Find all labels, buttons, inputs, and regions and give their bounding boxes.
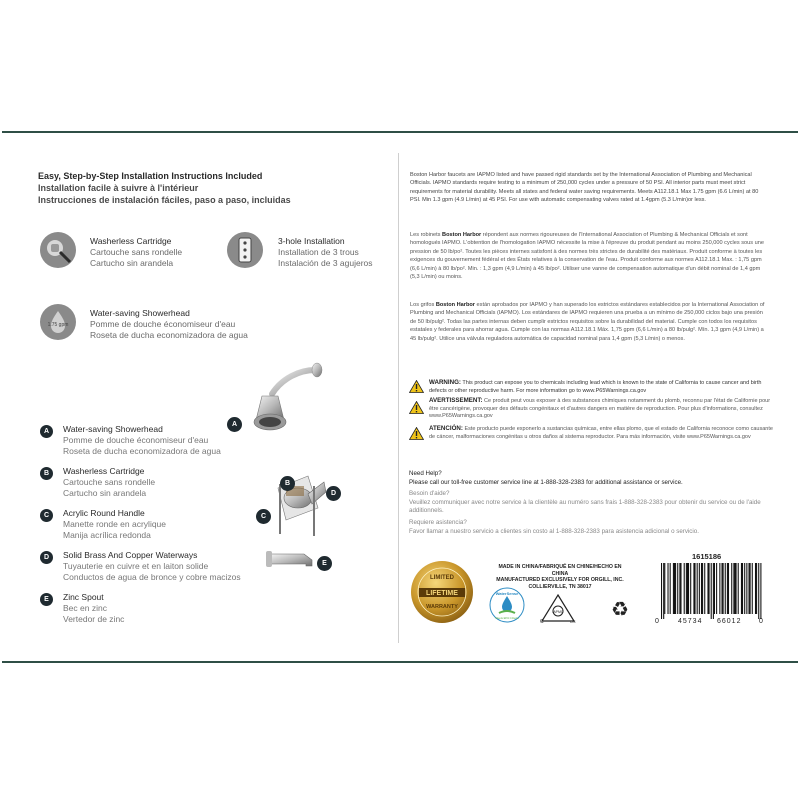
- svg-text:US: US: [570, 619, 576, 623]
- column-divider: [398, 153, 399, 643]
- part-d-en: Solid Brass And Copper Waterways: [63, 550, 198, 560]
- help-es: Requiere asistencia? Favor llamar a nuestro servicio a clientes sin costo al 1-888-328-2383 para asistencia adicional o servicio.: [409, 519, 699, 535]
- part-e-fr: Bec en zinc: [63, 603, 107, 613]
- origin-info: MADE IN CHINA/FABRIQUÉ EN CHINE/HECHO EN CHINA MANUFACTURED EXCLUSIVELY FOR ORGILL, INC. COLLIERVILLE, TN 38017: [496, 564, 624, 590]
- feature-showerhead-es: Roseta de ducha economizadora de agua: [90, 330, 248, 340]
- part-d-fr: Tuyauterie en cuivre et en laiton solide: [63, 561, 209, 571]
- part-badge-c: C: [40, 509, 53, 522]
- warning-icon: [409, 401, 424, 414]
- water-drop-icon: [40, 304, 76, 340]
- header-en: Easy, Step-by-Step Installation Instructions Included: [38, 171, 263, 181]
- part-e-es: Vertedor de zinc: [63, 614, 125, 624]
- part-b-es: Cartucho sin arandela: [63, 488, 147, 498]
- svg-text:0: 0: [759, 618, 763, 625]
- tub-spout: [266, 551, 312, 567]
- part-badge-a: A: [40, 425, 53, 438]
- svg-text:IAPMO: IAPMO: [552, 610, 564, 614]
- svg-text:66012: 66012: [717, 618, 742, 625]
- flow-rate-label: 1.75 gpm: [47, 322, 69, 328]
- header-fr: Installation facile à suivre à l'intérieur: [38, 183, 199, 193]
- iapmo-paragraph-fr: Les robinets Boston Harbor répondent aux normes rigoureuses de l'International Association of Plumbing & Mechanical Officials et sont homologués IAPMO. L'obtention de l'homologation IAPMO nécessite la mise à l'épreuve du produit pendant au moins 250,000 cycles sous une pression de 50 lb/po². Toutes les pièces internes satisfont à des normes très strictes de durabilité des matériaux. Produit conforme à toutes les exigences du gouvernement fédéral et des États relatives à la conservation de l'eau. Produit conforme aux normes A112.18.1 Max. : 1,75 gpm (6,6 L/min) à 80 lb/po². Min. : 1,3 gpm (4,9 L/min) à 45 lb/po². Utiliser une vanne de compensation automatique d'un débit nominal de 1,4 gpm (5,3 L/min) ou moins.: [410, 232, 764, 281]
- part-d-es: Conductos de agua de bronce y cobre macizos: [63, 572, 241, 582]
- diagram-label-e: E: [317, 556, 332, 571]
- part-badge-e: E: [40, 593, 53, 606]
- part-c-en: Acrylic Round Handle: [63, 508, 145, 518]
- feature-3hole-es: Instalación de 3 agujeros: [278, 258, 373, 268]
- warning-en: WARNING: This product can expose you to chemicals including lead which is known to the state of California to cause cancer and birth defects or other reproductive harm. For more information go to www.P65Warnings.ca.gov: [429, 379, 762, 394]
- shower-arm: [272, 370, 315, 394]
- feature-3hole-en: 3-hole Installation: [278, 236, 345, 246]
- diagram-label-c: C: [256, 509, 271, 524]
- part-b-en: Washerless Cartridge: [63, 466, 145, 476]
- shower-flange: [312, 363, 322, 377]
- cartridge-icon: [40, 232, 76, 268]
- warning-icon: [409, 427, 424, 440]
- feature-3hole-fr: Installation de 3 trous: [278, 247, 359, 257]
- package-panel: [2, 131, 798, 663]
- part-a-fr: Pomme de douche économiseur d'eau: [63, 435, 209, 445]
- part-e-en: Zinc Spout: [63, 592, 104, 602]
- svg-text:45734: 45734: [678, 618, 703, 625]
- feature-cartridge-fr: Cartouche sans rondelle: [90, 247, 183, 257]
- iapmo-paragraph-en: Boston Harbor faucets are IAPMO listed and have passed rigid standards set by the International Association of Plumbing and Mechanical Officials. IAPMO standards require testing to a minimum of 250,000 cycles under a pressure of 50 PSI. All interior parts must meet strict requirements for material durability. Meets all states and federal water saving requirements. Meets A112.18.1 Max 1.75 gpm (6.6 L/min) at 80 PSI. Min 1.3 gpm (4.9 L/min) at 45 PSI. For use with automatic compensating valves rated at 1.4gpm (5.3 L/min)or less.: [410, 172, 759, 204]
- feature-cartridge-en: Washerless Cartridge: [90, 236, 172, 246]
- three-hole-icon: [227, 232, 263, 268]
- part-badge-d: D: [40, 551, 53, 564]
- seal-top-text: LIMITED: [430, 575, 454, 581]
- svg-text:C: C: [540, 619, 544, 623]
- seal-bottom-text: WARRANTY: [426, 604, 458, 610]
- iapmo-paragraph-es: Los grifos Boston Harbor están aprobados por IAPMO y han superado los estrictos estándares establecidos por la International Association of Plumbing and Mechanical Officials (IAPMO). Los estándares de IAPMO requieren una prueba a un mínimo de 250,000 ciclos bajo una presión de 50 lb/pulg². Todas las partes internas deben cumplir estrictos requisitos sobre la durabilidad del material. Cumple con todos los requisitos estatales y federales para ahorrar agua. Cumple con las normas A112.18.1 Máx. 1,75 gpm (6,6 L/min) a 80 lb/pulg². Mín. 1,3 gpm (4,9 L/min) a 45 lb/pulg². Utilice una válvula reguladora automática de capacidad nominal para 1,4 gpm (5,3 L/min) o menos.: [410, 302, 765, 342]
- part-c-es: Manija acrílica redonda: [63, 530, 151, 540]
- diagram-label-d: D: [326, 486, 341, 501]
- warning-icon: [409, 380, 424, 393]
- part-badge-b: B: [40, 467, 53, 480]
- sku-number: 1615186: [692, 552, 722, 561]
- showerhead: [254, 396, 286, 430]
- faucet-diagram: [220, 358, 350, 588]
- feature-showerhead-en: Water-saving Showerhead: [90, 308, 190, 318]
- diagram-label-b: B: [280, 476, 295, 491]
- feature-cartridge-es: Cartucho sin arandela: [90, 258, 174, 268]
- warning-fr: AVERTISSEMENT: Ce produit peut vous exposer à des substances chimiques notamment du plomb, reconnu par l'état de Californie pour être cancérigène, provoquer des défauts congénitaux et d'autres dangers en matière de reproduction. Pour plus d'informations, consultez www.P65Warnings.ca.gov: [429, 397, 771, 420]
- warning-es: ATENCIÓN: Este producto puede exponerlo a sustancias químicas, entre ellas plomo, que el estado de California reconoce como causante de cáncer, malformaciones congénitas u otros daños al sistema reproductor. Para más información, visite www.P65Warnings.ca.gov: [429, 425, 773, 440]
- cupc-certification-mark: [539, 593, 577, 623]
- part-b-fr: Cartouche sans rondelle: [63, 477, 156, 487]
- help-en: Need Help? Please call our toll-free customer service line at 1-888-328-2383 for additional assistance or service.: [409, 470, 683, 486]
- header-es: Instrucciones de instalación fáciles, paso a paso, incluidas: [38, 195, 291, 205]
- part-c-fr: Manette ronde en acrylique: [63, 519, 167, 529]
- part-a-en: Water-saving Showerhead: [63, 424, 163, 434]
- svg-text:Meets EPA Criteria: Meets EPA Criteria: [495, 616, 519, 620]
- feature-showerhead-fr: Pomme de douche économiseur d'eau: [90, 319, 236, 329]
- recycle-icon: ♻: [611, 599, 629, 621]
- upc-barcode: [655, 563, 765, 625]
- help-fr: Besoin d'aide? Veuillez communiquer avec notre service à la clientèle au numéro sans frais 1-888-328-2383 pour obtenir du service ou de l'aide additionnels.: [409, 490, 761, 515]
- watersense-logo: [489, 587, 525, 623]
- part-a-es: Roseta de ducha economizadora de agua: [63, 446, 221, 456]
- svg-text:0: 0: [655, 618, 659, 625]
- seal-mid-text: LIFETIME: [426, 590, 458, 597]
- diagram-label-a: A: [227, 417, 242, 432]
- lifetime-warranty-seal: [409, 559, 475, 625]
- svg-text:WaterSense: WaterSense: [495, 591, 519, 596]
